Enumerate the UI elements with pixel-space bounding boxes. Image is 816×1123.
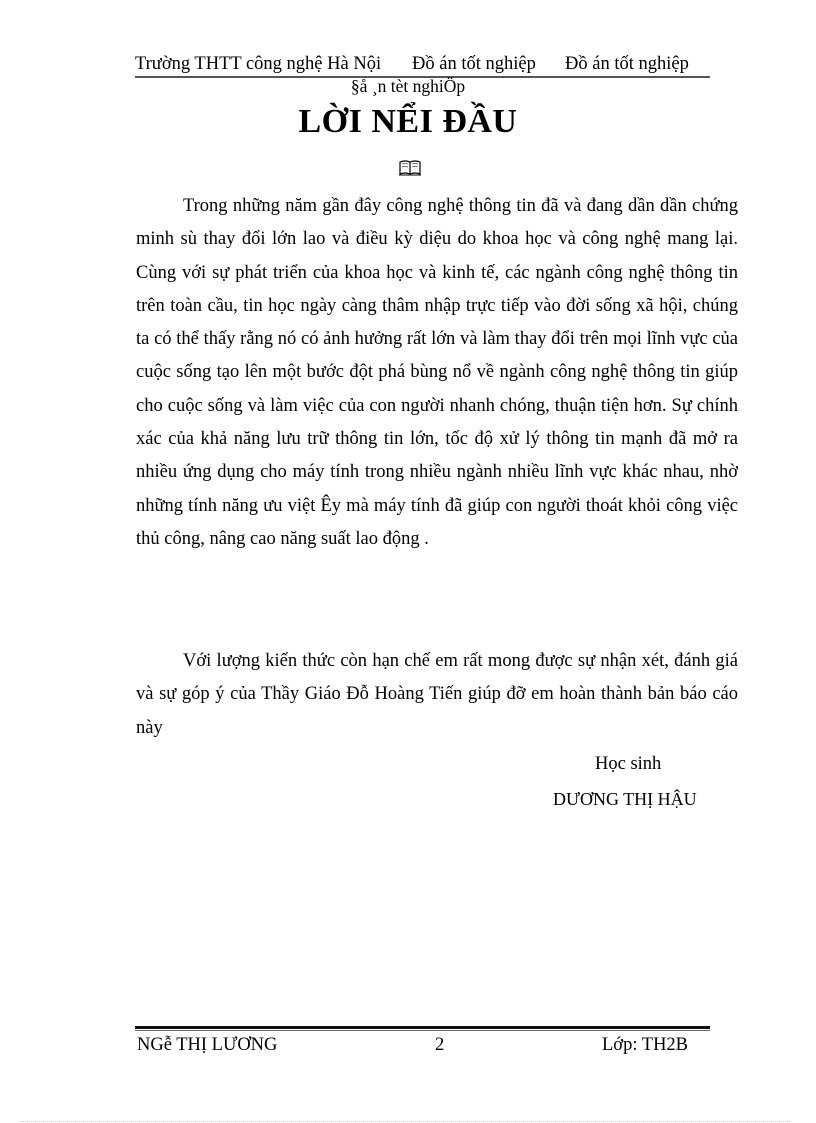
open-book-icon xyxy=(399,160,421,176)
signature-name: DƯƠNG THỊ HẬU xyxy=(553,789,697,809)
signature-role: Học sinh xyxy=(595,754,662,774)
footer-rule-thin xyxy=(135,1030,710,1031)
footer-author: NGễ THỊ LƯƠNG xyxy=(137,1035,278,1055)
header-project-label-repeat: Đồ án tốt nghiệp xyxy=(565,54,689,74)
header-school-name: Trường THTT công nghệ Hà Nội xyxy=(135,54,382,74)
page-bottom-edge xyxy=(20,1121,790,1122)
footer-class: Lớp: TH2B xyxy=(602,1035,689,1055)
header-project-label: Đồ án tốt nghiệp xyxy=(412,54,536,74)
page-title: LỜI NỂI ĐẦU xyxy=(298,103,518,140)
body-paragraph-intro: Trong những năm gần đây công nghệ thông tin đã và đang dần dần chứng minh sù thay đổi lớn lao và điều kỳ diệu do khoa học và công nghệ mang lại. Cùng với sự phát triển của khoa học và kinh tế, các ngành công nghệ thông tin trên toàn cầu, tin học ngày càng thâm nhập trực tiếp vào đời sống xã hội, chúng ta có thể thấy rằng nó có ảnh hưởng rất lớn và làm thay đổi trên mọi lĩnh vực của cuộc sống tạo lên một bước đột phá bùng nổ về ngành công nghệ thông tin giúp cho cuộc sống và làm việc của con người nhanh chóng, thuận tiện hơn. Sự chính xác của khả năng lưu trữ thông tin lớn, tốc độ xử lý thông tin mạnh đã mở ra nhiều ứng dụng cho máy tính trong nhiều ngành nhiều lĩnh vực khác nhau, nhờ những tính năng ưu việt Êy mà máy tính đã giúp con người thoát khỏi công việc thủ công, nâng cao năng suất lao động . xyxy=(136,196,738,549)
page-header xyxy=(135,53,710,75)
page-footer xyxy=(135,1034,710,1056)
page-number: 2 xyxy=(435,1035,445,1055)
header-subtitle-garbled: §å ¸n tèt nghiÖp xyxy=(350,76,466,96)
footer-rule xyxy=(135,1026,710,1029)
body-paragraph-thanks: Với lượng kiến thức còn hạn chế em rất mong được sự nhận xét, đánh giá và sự góp ý của Thầy Giáo Đỗ Hoàng Tiến giúp đỡ em hoàn thành bản báo cáo này xyxy=(136,651,738,738)
